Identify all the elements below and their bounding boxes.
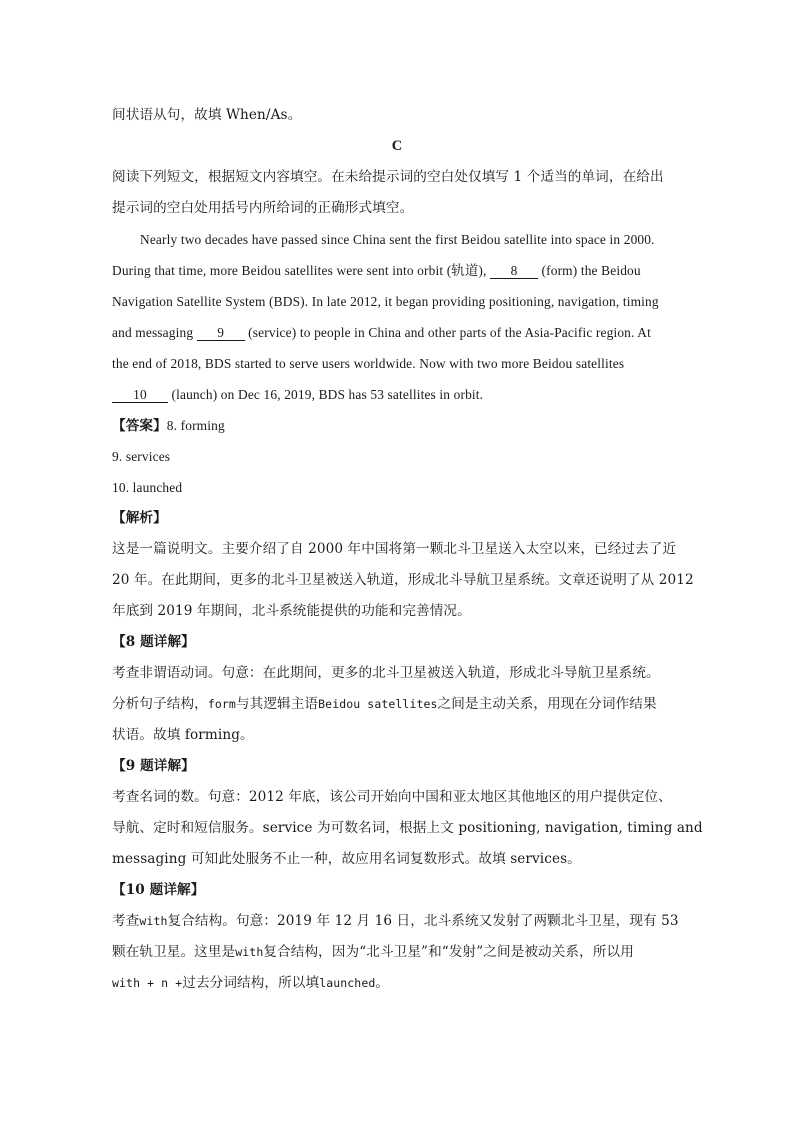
q10-code-with: with bbox=[235, 945, 264, 959]
answer-label: 【答案】 bbox=[112, 418, 167, 434]
passage-text: (form) the Beidou bbox=[541, 263, 641, 278]
q10-text: 复合结构，因为“北斗卫星”和“发射”之间是被动关系，所以用 bbox=[263, 944, 634, 960]
q10-code-with: with bbox=[139, 914, 168, 928]
passage-line-5: the end of 2018, BDS started to serve users worldwide. Now with two more Beidou satellites bbox=[112, 356, 625, 371]
q10-text: 考查 bbox=[112, 913, 140, 929]
previous-answer-tail: 间状语从句，故填 When/As。 bbox=[112, 107, 302, 123]
analysis-line-2: 20 年。在此期间，更多的北斗卫星被送入轨道，形成北斗导航卫星系统。文章还说明了从 2012 bbox=[112, 572, 694, 588]
q8-label: 【8 题详解】 bbox=[112, 634, 195, 650]
document-page bbox=[112, 100, 703, 999]
analysis-line-1: 这是一篇说明文。主要介绍了自 2000 年中国将第一颗北斗卫星送入太空以来，已经过去了近 bbox=[112, 541, 677, 557]
q8-text: 之间是主动关系，用现在分词作结果 bbox=[437, 696, 657, 712]
answer-10: 10. launched bbox=[112, 480, 183, 495]
instructions-line-2: 提示词的空白处用括号内所给词的正确形式填空。 bbox=[112, 200, 414, 216]
blank-9[interactable]: 9 bbox=[197, 325, 245, 341]
q8-code-form: form bbox=[207, 697, 236, 711]
q10-label: 【10 题详解】 bbox=[112, 882, 205, 898]
q10-code-launched: launched bbox=[319, 976, 376, 990]
q9-label: 【9 题详解】 bbox=[112, 758, 195, 774]
analysis-label: 【解析】 bbox=[112, 510, 167, 526]
passage-text: During that time, more Beidou satellites were sent into orbit (轨道), bbox=[112, 263, 487, 278]
q10-text: 颗在轨卫星。这里是 bbox=[112, 944, 236, 960]
passage-text: and messaging bbox=[112, 325, 194, 340]
passage-line-3: Navigation Satellite System (BDS). In late 2012, it began providing positioning, navigation, timing bbox=[112, 294, 659, 309]
passage-line-2 bbox=[112, 255, 682, 286]
q10-text: 。 bbox=[375, 975, 390, 991]
q10-text: 复合结构。句意：2019 年 12 月 16 日，北斗系统又发射了两颗北斗卫星，现有 53 bbox=[167, 913, 679, 929]
q8-line-3: 状语。故填 forming。 bbox=[112, 727, 254, 743]
q8-line-2 bbox=[112, 689, 682, 720]
passage-line-4 bbox=[112, 317, 682, 348]
blank-10[interactable]: 10 bbox=[112, 387, 168, 403]
q10-line-2 bbox=[112, 937, 682, 968]
analysis-line-3: 年底到 2019 年期间，北斗系统能提供的功能和完善情况。 bbox=[112, 603, 471, 619]
blank-8[interactable]: 8 bbox=[490, 263, 538, 279]
q10-line-1 bbox=[112, 906, 682, 937]
q8-text: 分析句子结构， bbox=[112, 696, 208, 712]
q9-line-2: 导航、定时和短信服务。service 为可数名词，根据上文 positioning, navigation, timing and bbox=[112, 820, 703, 836]
passage-text: (service) to people in China and other parts of the Asia-Pacific region. At bbox=[248, 325, 651, 340]
q9-line-3: messaging 可知此处服务不止一种，故应用名词复数形式。故填 services。 bbox=[112, 851, 581, 867]
answer-line-8 bbox=[112, 410, 682, 441]
q10-text: 过去分词结构，所以填 bbox=[182, 975, 320, 991]
q8-line-1: 考查非谓语动词。句意：在此期间，更多的北斗卫星被送入轨道，形成北斗导航卫星系统。 bbox=[112, 665, 660, 681]
q10-line-3 bbox=[112, 968, 682, 999]
passage-text: (launch) on Dec 16, 2019, BDS has 53 satellites in orbit. bbox=[171, 387, 484, 402]
answer-8: 8. forming bbox=[166, 418, 225, 433]
answer-9: 9. services bbox=[112, 449, 171, 464]
instructions-line-1: 阅读下列短文，根据短文内容填空。在未给提示词的空白处仅填写 1 个适当的单词，在给出 bbox=[112, 169, 664, 185]
section-letter: C bbox=[391, 138, 403, 154]
passage-line-1: Nearly two decades have passed since China sent the first Beidou satellite into space in 2000. bbox=[140, 232, 655, 247]
passage-line-6 bbox=[112, 379, 682, 410]
q8-text: 与其逻辑主语 bbox=[235, 696, 319, 712]
q9-line-1: 考查名词的数。句意：2012 年底，该公司开始向中国和亚太地区其他地区的用户提供定位、 bbox=[112, 789, 672, 805]
q8-code-subject: Beidou satellites bbox=[318, 697, 438, 711]
q10-code-structure: with + n + bbox=[112, 976, 183, 990]
